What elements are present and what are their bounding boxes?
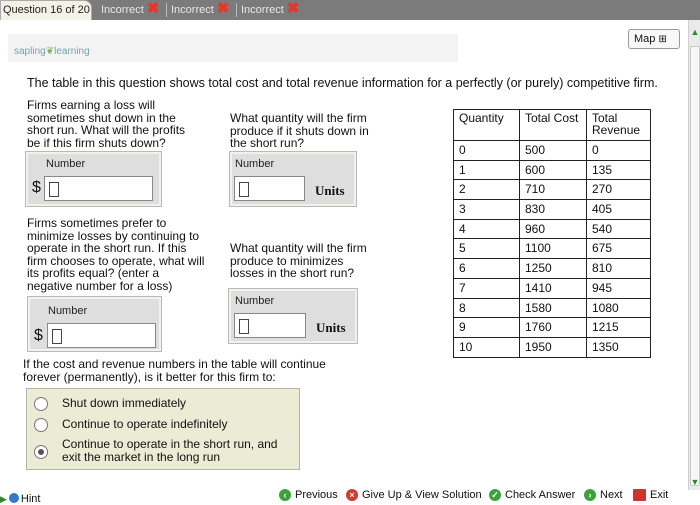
check-icon: ✓ <box>489 489 501 501</box>
table-row <box>454 259 651 279</box>
incorrect-x-icon: ✖ <box>286 0 300 17</box>
next-label: Next <box>600 489 623 501</box>
operate-profit-input[interactable] <box>47 323 156 348</box>
scroll-up-icon[interactable]: ▲ <box>690 27 700 37</box>
question-operate-quantity: What quantity will the firm produce to minimizes losses in the short run? <box>230 241 367 280</box>
table-row <box>454 219 651 239</box>
scroll-down-icon[interactable]: ▼ <box>690 477 700 487</box>
number-label: Number <box>235 158 275 170</box>
radio-button[interactable] <box>34 418 48 432</box>
question-tab-bar <box>0 0 700 20</box>
tab-incorrect-label: Incorrect <box>101 4 144 16</box>
cell-total-cost: 1100 <box>520 239 587 259</box>
vertical-scrollbar[interactable] <box>688 20 700 490</box>
give-up-x-icon: × <box>346 489 358 501</box>
tab-current-question[interactable] <box>0 0 92 20</box>
table-row <box>454 318 651 338</box>
long-run-choice-group <box>26 388 300 470</box>
cell-total-cost: 710 <box>520 180 587 200</box>
radio-option-shut-down[interactable] <box>27 396 299 412</box>
radio-option-operate-indefinitely[interactable] <box>27 417 299 433</box>
cell-quantity: 0 <box>454 141 520 161</box>
question-long-run-choice: If the cost and revenue numbers in the table will continue forever (permanently), is it better for this firm to: <box>23 357 326 384</box>
next-button[interactable] <box>584 488 623 502</box>
cell-quantity: 10 <box>454 337 520 357</box>
table-row <box>454 239 651 259</box>
cell-quantity: 8 <box>454 298 520 318</box>
map-button[interactable] <box>628 29 680 49</box>
table-header-row <box>454 110 651 141</box>
column-header-total-cost: Total Cost <box>520 110 587 141</box>
exit-door-icon <box>633 489 646 501</box>
table-row <box>454 278 651 298</box>
cell-total-revenue: 810 <box>587 259 651 279</box>
units-label: Units <box>316 320 346 335</box>
cell-total-revenue: 135 <box>587 160 651 180</box>
radio-button[interactable] <box>34 397 48 411</box>
shutdown-profit-input[interactable] <box>44 176 153 201</box>
radio-option-short-run-then-exit[interactable] <box>27 438 299 466</box>
cell-total-revenue: 1350 <box>587 337 651 357</box>
cell-total-revenue: 1215 <box>587 318 651 338</box>
option-label: Continue to operate indefinitely <box>62 417 228 431</box>
question-intro: The table in this question shows total cost and total revenue information for a perfectly (or purely) competitive firm. <box>27 76 658 90</box>
cell-total-cost: 500 <box>520 141 587 161</box>
tab-current-label: Question 16 of 20 <box>3 4 90 16</box>
expand-triangle-icon: ▶ <box>0 494 7 504</box>
cell-quantity: 1 <box>454 160 520 180</box>
cell-quantity: 6 <box>454 259 520 279</box>
column-header-total-revenue: Total Revenue <box>587 110 651 141</box>
previous-arrow-icon: ‹ <box>279 489 291 501</box>
cell-total-revenue: 675 <box>587 239 651 259</box>
tab-divider <box>236 3 237 17</box>
cost-revenue-table <box>453 109 651 358</box>
cell-total-revenue: 0 <box>587 141 651 161</box>
table-row <box>454 180 651 200</box>
dollar-prefix: $ <box>34 327 43 344</box>
question-operate-profit: Firms sometimes prefer to minimize losses by continuing to operate in the short run. If this firm chooses to operate, what will its profits equal? (enter a negative number for a loss) <box>27 216 205 293</box>
column-header-quantity: Quantity <box>454 110 520 141</box>
cell-quantity: 2 <box>454 180 520 200</box>
cell-total-revenue: 405 <box>587 200 651 220</box>
tab-incorrect-1[interactable] <box>101 0 159 20</box>
tab-divider <box>166 3 167 17</box>
cell-total-cost: 1250 <box>520 259 587 279</box>
incorrect-x-icon: ✖ <box>216 0 230 17</box>
option-label: Shut down immediately <box>62 396 187 410</box>
cell-quantity: 3 <box>454 200 520 220</box>
cell-quantity: 5 <box>454 239 520 259</box>
check-answer-label: Check Answer <box>505 489 576 501</box>
tab-incorrect-label: Incorrect <box>171 4 214 16</box>
table-row <box>454 160 651 180</box>
dollar-prefix: $ <box>32 179 41 196</box>
cell-total-cost: 960 <box>520 219 587 239</box>
number-label: Number <box>46 158 86 170</box>
cell-total-revenue: 270 <box>587 180 651 200</box>
cell-total-revenue: 945 <box>587 278 651 298</box>
previous-button[interactable] <box>279 488 338 502</box>
question-shutdown-quantity: What quantity will the firm produce if it shuts down in the short run? <box>230 111 369 150</box>
hint-icon <box>9 493 19 503</box>
cell-total-revenue: 540 <box>587 219 651 239</box>
text-cursor <box>239 319 249 334</box>
previous-label: Previous <box>295 489 338 501</box>
cell-total-cost: 600 <box>520 160 587 180</box>
answer-box-operate-profit <box>27 296 162 352</box>
hint-toggle[interactable] <box>0 493 40 505</box>
cell-total-cost: 1410 <box>520 278 587 298</box>
sapling-learning-logo: sapling❦learning <box>14 46 90 57</box>
tab-incorrect-3[interactable] <box>241 0 299 20</box>
operate-quantity-input[interactable] <box>234 313 306 338</box>
question-shutdown-profit: Firms earning a loss will sometimes shut down in the short run. What will the profits be if this firm shuts down? <box>27 98 186 150</box>
cell-total-cost: 830 <box>520 200 587 220</box>
table-row <box>454 200 651 220</box>
cell-total-cost: 1950 <box>520 337 587 357</box>
cell-quantity: 9 <box>454 318 520 338</box>
answer-box-shutdown-profit <box>25 151 162 207</box>
cell-total-cost: 1580 <box>520 298 587 318</box>
cell-total-revenue: 1080 <box>587 298 651 318</box>
check-answer-button[interactable] <box>489 488 575 502</box>
text-cursor <box>49 182 59 197</box>
tab-incorrect-label: Incorrect <box>241 4 284 16</box>
units-label: Units <box>315 183 345 198</box>
text-cursor <box>52 329 62 344</box>
radio-button-selected[interactable] <box>34 445 48 459</box>
incorrect-x-icon: ✖ <box>146 0 160 17</box>
shutdown-quantity-input[interactable] <box>234 176 305 201</box>
scroll-thumb[interactable] <box>690 46 700 486</box>
next-arrow-icon: › <box>584 489 596 501</box>
cell-quantity: 7 <box>454 278 520 298</box>
hint-label: Hint <box>20 493 41 505</box>
answer-box-shutdown-quantity <box>229 151 357 207</box>
cell-quantity: 4 <box>454 219 520 239</box>
exit-button[interactable] <box>633 488 668 502</box>
table-row <box>454 298 651 318</box>
table-row <box>454 337 651 357</box>
number-label: Number <box>235 295 275 307</box>
answer-box-operate-quantity <box>228 288 358 344</box>
number-label: Number <box>48 305 88 317</box>
table-row <box>454 141 651 161</box>
exit-label: Exit <box>650 489 669 501</box>
tab-incorrect-2[interactable] <box>171 0 229 20</box>
cell-total-cost: 1760 <box>520 318 587 338</box>
give-up-button[interactable] <box>346 488 482 502</box>
map-label: Map <box>634 33 656 45</box>
give-up-label: Give Up & View Solution <box>362 489 482 501</box>
text-cursor <box>239 182 249 197</box>
map-tree-icon: ⊞ <box>658 34 667 45</box>
option-label: Continue to operate in the short run, and exit the market in the long run <box>62 437 278 464</box>
